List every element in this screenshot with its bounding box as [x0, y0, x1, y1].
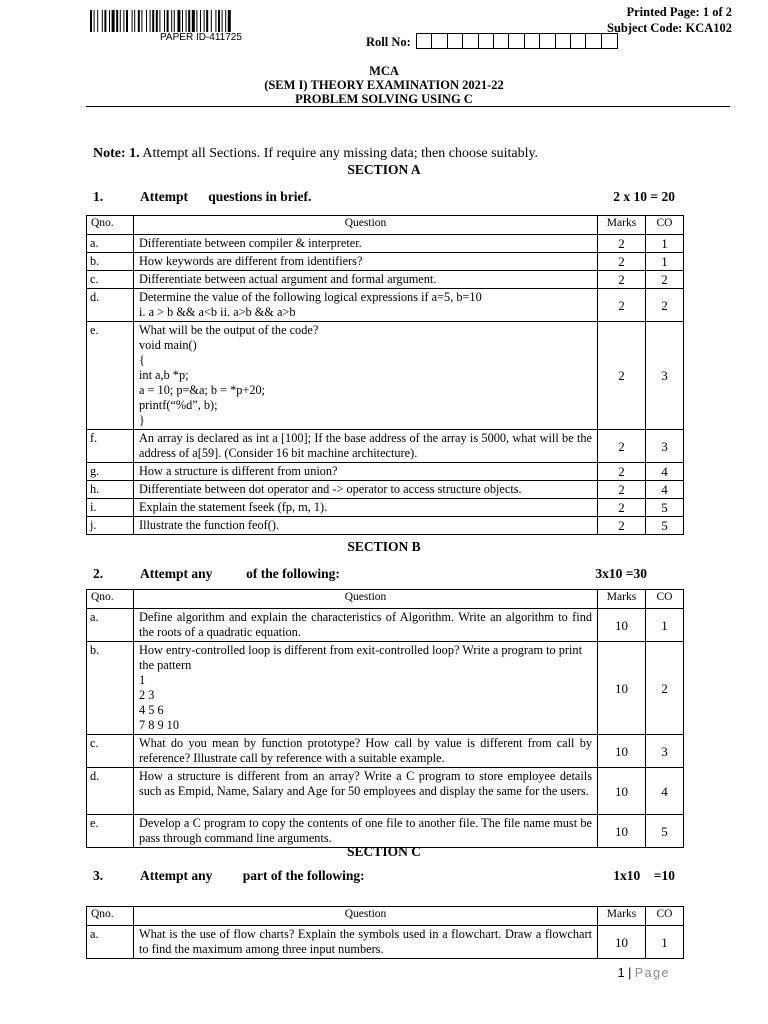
th-qno: Qno.	[87, 216, 134, 235]
question-marks: 2	[598, 517, 646, 535]
question-co: 3	[646, 735, 684, 768]
section-b-table	[86, 589, 684, 848]
section-c-instruction: Attempt any part of the following:	[140, 868, 365, 883]
question-marks: 10	[598, 926, 646, 959]
roll-no-box[interactable]	[525, 34, 540, 48]
th-co: CO	[646, 216, 684, 235]
question-number: i.	[87, 499, 134, 517]
question-row	[87, 735, 684, 768]
question-marks: 2	[598, 463, 646, 481]
barcode-bar	[112, 10, 115, 32]
question-marks: 10	[598, 609, 646, 642]
question-number: c.	[87, 271, 134, 289]
barcode-bar	[102, 10, 103, 32]
question-text: Develop a C program to copy the contents of one file to another file. The file name must be pass through command line arguments.	[134, 815, 598, 848]
roll-no-boxes[interactable]	[416, 33, 618, 49]
barcode-bar	[225, 10, 226, 32]
roll-no-box[interactable]	[417, 34, 432, 48]
roll-no-label: Roll No:	[366, 35, 411, 49]
question-number: g.	[87, 463, 134, 481]
section-c-table	[86, 906, 684, 959]
section-c-number: 3.	[93, 868, 104, 883]
barcode-bar	[152, 10, 154, 32]
barcode	[90, 10, 318, 32]
barcode-bar	[120, 10, 121, 32]
barcode-bar	[150, 10, 151, 32]
barcode-bar	[167, 10, 169, 32]
question-row	[87, 271, 684, 289]
question-number: h.	[87, 481, 134, 499]
printed-page: Printed Page: 1 of 2	[626, 5, 732, 19]
roll-no-box[interactable]	[494, 34, 509, 48]
question-row	[87, 499, 684, 517]
barcode-bar	[174, 10, 175, 32]
question-number: a.	[87, 609, 134, 642]
question-text: How keywords are different from identifiers?	[134, 253, 598, 271]
question-row	[87, 926, 684, 959]
th-co: CO	[646, 590, 684, 609]
barcode-bar	[141, 10, 142, 32]
barcode-bar	[134, 10, 135, 32]
question-co: 3	[646, 430, 684, 463]
question-co: 1	[646, 253, 684, 271]
roll-no-box[interactable]	[571, 34, 586, 48]
question-co: 4	[646, 481, 684, 499]
roll-no-box[interactable]	[432, 34, 447, 48]
barcode-bar	[156, 10, 158, 32]
question-co: 3	[646, 322, 684, 430]
question-co: 5	[646, 815, 684, 848]
question-marks: 2	[598, 253, 646, 271]
th-marks: Marks	[598, 590, 646, 609]
question-number: b.	[87, 642, 134, 735]
section-a-table	[86, 215, 684, 535]
question-text: How entry-controlled loop is different from exit-controlled loop? Write a program to print the pattern 1 2 3 4 5 6 7 8 9 10	[134, 642, 598, 735]
barcode-bar	[200, 10, 201, 32]
th-qno: Qno.	[87, 907, 134, 926]
th-marks: Marks	[598, 907, 646, 926]
question-text: An array is declared as int a [100]; If the base address of the array is 5000, what will be the address of a[59]. (Consider 16 bit machine architecture).	[134, 430, 598, 463]
roll-no-box[interactable]	[479, 34, 494, 48]
printed-info	[607, 4, 732, 36]
note-text: Attempt all Sections. If require any missing data; then choose suitably.	[142, 146, 539, 161]
barcode-bar	[116, 10, 118, 32]
barcode-bar	[146, 10, 147, 32]
barcode-bar	[204, 10, 205, 32]
question-row	[87, 289, 684, 322]
question-number: e.	[87, 322, 134, 430]
barcode-bar	[164, 10, 165, 32]
question-marks: 2	[598, 499, 646, 517]
barcode-bar	[126, 10, 128, 32]
section-a-instruction: Attempt questions in brief.	[140, 189, 312, 204]
question-text: Differentiate between compiler & interpreter.	[134, 235, 598, 253]
th-question: Question	[134, 907, 598, 926]
barcode-bar	[97, 10, 98, 32]
subject-title: PROBLEM SOLVING USING C	[295, 92, 473, 106]
table-header-row	[87, 907, 684, 926]
note-label: Note:	[93, 146, 126, 161]
roll-no-box[interactable]	[509, 34, 524, 48]
th-marks: Marks	[598, 216, 646, 235]
question-text: What will be the output of the code? void main() { int a,b *p; a = 10; p=&a; b = *p+20; printf(“%d”, b); }	[134, 322, 598, 430]
th-qno: Qno.	[87, 590, 134, 609]
question-row	[87, 235, 684, 253]
question-marks: 2	[598, 271, 646, 289]
barcode-bar	[182, 10, 183, 32]
question-row	[87, 768, 684, 815]
barcode-bar	[215, 10, 216, 32]
question-row	[87, 322, 684, 430]
question-text: Explain the statement fseek (fp, m, 1).	[134, 499, 598, 517]
barcode-bar	[196, 10, 197, 32]
question-marks: 2	[598, 235, 646, 253]
question-number: d.	[87, 768, 134, 815]
section-a-number: 1.	[93, 189, 104, 204]
page-footer	[618, 966, 670, 980]
header-divider	[86, 106, 730, 107]
question-co: 2	[646, 271, 684, 289]
section-c-title: SECTION C	[347, 844, 421, 859]
barcode-bar	[186, 10, 187, 32]
question-text: Define algorithm and explain the characteristics of Algorithm. Write an algorithm to find the roots of a quadratic equation.	[134, 609, 598, 642]
roll-no-box[interactable]	[448, 34, 463, 48]
question-co: 2	[646, 642, 684, 735]
question-row	[87, 430, 684, 463]
barcode-bar	[228, 10, 231, 32]
barcode-bar	[94, 10, 95, 32]
question-row	[87, 815, 684, 848]
page-word: Page	[634, 966, 670, 980]
barcode-bar	[123, 10, 124, 32]
question-co: 4	[646, 768, 684, 815]
question-co: 5	[646, 517, 684, 535]
section-b-number: 2.	[93, 566, 104, 581]
barcode-bar	[138, 10, 140, 32]
question-marks: 2	[598, 322, 646, 430]
question-number: a.	[87, 235, 134, 253]
barcode-bar	[177, 10, 180, 32]
section-b-marks: 3x10 =30	[595, 566, 647, 581]
roll-no-box[interactable]	[602, 34, 617, 48]
question-row	[87, 253, 684, 271]
question-number: j.	[87, 517, 134, 535]
question-co: 4	[646, 463, 684, 481]
roll-no-box[interactable]	[556, 34, 571, 48]
question-row	[87, 517, 684, 535]
question-text: How a structure is different from an array? Write a C program to store employee details such as Empid, Name, Salary and Age for 50 employees and display the same for the users.	[134, 768, 598, 815]
course-title: MCA	[369, 64, 399, 78]
question-marks: 2	[598, 481, 646, 499]
paper-id: PAPER ID-411725	[160, 32, 242, 43]
th-question: Question	[134, 216, 598, 235]
note-number: 1.	[129, 146, 140, 161]
question-text: How a structure is different from union?	[134, 463, 598, 481]
question-co: 1	[646, 609, 684, 642]
question-co: 2	[646, 289, 684, 322]
subject-code: Subject Code: KCA102	[607, 21, 732, 35]
table-header-row	[87, 590, 684, 609]
question-co: 1	[646, 235, 684, 253]
question-row	[87, 463, 684, 481]
question-marks: 10	[598, 735, 646, 768]
note	[93, 146, 538, 162]
question-text: What is the use of flow charts? Explain the symbols used in a flowchart. Draw a flowchart to find the maximum among three input numbers.	[134, 926, 598, 959]
question-number: e.	[87, 815, 134, 848]
question-text: What do you mean by function prototype? How call by value is different from call by reference? Illustrate call by reference with a suitable example.	[134, 735, 598, 768]
barcode-bar	[109, 10, 110, 32]
question-text: Differentiate between dot operator and -> operator to access structure objects.	[134, 481, 598, 499]
section-b-title: SECTION B	[347, 539, 421, 554]
question-text: Illustrate the function feof().	[134, 517, 598, 535]
question-marks: 10	[598, 642, 646, 735]
barcode-bar	[222, 10, 223, 32]
exam-title: (SEM I) THEORY EXAMINATION 2021-22	[264, 78, 504, 92]
barcode-bar	[104, 10, 106, 32]
barcode-bar	[188, 10, 190, 32]
section-a-marks: 2 x 10 = 20	[613, 189, 675, 204]
barcode-bar	[192, 10, 195, 32]
section-c-marks: 1x10 =10	[613, 868, 675, 883]
question-number: c.	[87, 735, 134, 768]
question-co: 1	[646, 926, 684, 959]
th-co: CO	[646, 907, 684, 926]
question-co: 5	[646, 499, 684, 517]
barcode-bar	[132, 10, 133, 32]
barcode-bar	[218, 10, 220, 32]
question-marks: 10	[598, 815, 646, 848]
question-row	[87, 642, 684, 735]
question-marks: 10	[598, 768, 646, 815]
page-number: 1	[617, 966, 625, 980]
question-number: d.	[87, 289, 134, 322]
question-number: a.	[87, 926, 134, 959]
question-text: Determine the value of the following logical expressions if a=5, b=10 i. a > b && a<b ii. a>b && a>b	[134, 289, 598, 322]
question-number: f.	[87, 430, 134, 463]
th-question: Question	[134, 590, 598, 609]
question-row	[87, 609, 684, 642]
roll-no-box[interactable]	[540, 34, 555, 48]
barcode-bar	[211, 10, 212, 32]
barcode-bar	[159, 10, 160, 32]
page-separator: |	[628, 966, 632, 980]
question-marks: 2	[598, 430, 646, 463]
question-marks: 2	[598, 289, 646, 322]
question-text: Differentiate between actual argument and formal argument.	[134, 271, 598, 289]
roll-no-box[interactable]	[586, 34, 601, 48]
barcode-bar	[206, 10, 208, 32]
roll-no-box[interactable]	[463, 34, 478, 48]
barcode-bar	[171, 10, 172, 32]
section-a-title: SECTION A	[347, 162, 421, 177]
table-header-row	[87, 216, 684, 235]
barcode-bar	[90, 10, 92, 32]
question-row	[87, 481, 684, 499]
section-b-instruction: Attempt any of the following:	[140, 566, 340, 581]
question-number: b.	[87, 253, 134, 271]
